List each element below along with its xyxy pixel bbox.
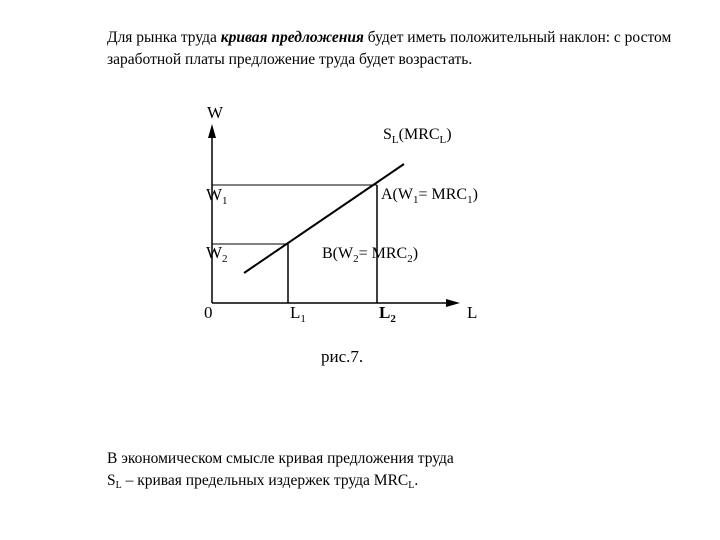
- x-axis-arrow: [446, 299, 460, 307]
- outro-end-sub: L: [408, 480, 415, 491]
- y-axis-arrow: [208, 124, 216, 138]
- curve-label: $S_L(MRC_L)$: [383, 126, 452, 146]
- w2-label: $W_2$: [206, 243, 228, 265]
- intro-text-end: будет иметь положительный наклон: с ростом заработной платы предложение труда будет возрастать.: [107, 29, 672, 68]
- outro-end: .: [414, 472, 419, 489]
- figure-caption: рис.7.: [321, 347, 364, 366]
- l1-label: $L_1$: [290, 303, 306, 325]
- point-a-label: $A(W_1= MRC_1)$: [381, 186, 478, 206]
- y-axis-label: W: [207, 103, 224, 122]
- outro-s-sub: L: [115, 480, 122, 491]
- l2-label: $L_2$: [379, 303, 396, 325]
- w1-label: $W_1$: [206, 185, 228, 207]
- intro-text-start: Для рынка труда: [107, 29, 221, 46]
- outro-s: S: [107, 472, 116, 489]
- x-axis-label: L: [467, 303, 478, 322]
- origin-label: 0: [204, 303, 213, 322]
- outro-line1: В экономическом смысле кривая предложения труда: [107, 450, 454, 467]
- point-b-label: $B(W_2= MRC_2)$: [322, 245, 419, 265]
- outro-paragraph: [107, 448, 647, 492]
- outro-line2: – кривая предельных издержек труда MRC: [121, 472, 409, 489]
- intro-emphasis: кривая предложения: [220, 29, 364, 46]
